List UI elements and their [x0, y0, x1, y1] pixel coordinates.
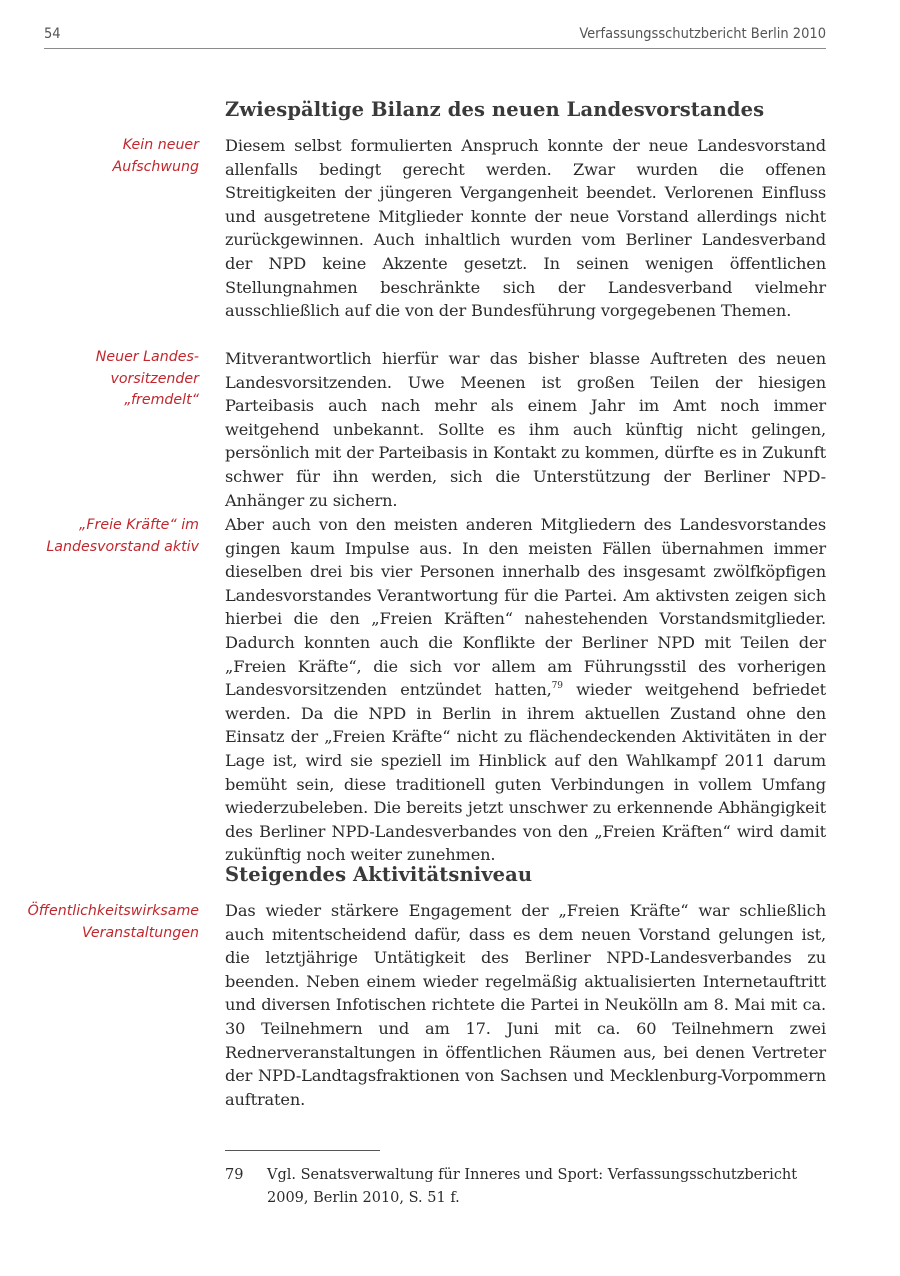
- margin-note-line: Kein neuer: [122, 137, 199, 153]
- paragraph-anspruch: Diesem selbst formulierten Anspruch konnte der neue Landesvorstand allenfalls bedingt gerecht werden. Zwar wurden die offenen Streitigkeiten der jüngeren Vergangenheit beendet. Verlorenen Einfluss und ausgetretene Mitglieder konnte der neue Vorstand allerdings nicht zurückgewinnen. Auch inhaltlich wurden vom Berliner Landesverband der NPD keine Akzente gesetzt. In seinen wenigen öffentlichen Stellungnahmen beschränkte sich der Landesverband vielmehr ausschließlich auf die von der Bundesführung vorgegebenen Themen.: [225, 136, 826, 321]
- footnote-text: Vgl. Senatsverwaltung für Inneres und Sport: Verfassungsschutzbericht 2009, Berlin 2010, S. 51 f.: [267, 1167, 798, 1206]
- margin-note-line: „Freie Kräfte“ im: [79, 517, 199, 533]
- page-number: 54: [44, 26, 61, 42]
- footnote-reference[interactable]: 79: [551, 681, 563, 692]
- footnote-divider: [225, 1150, 380, 1151]
- footnote-number: 79: [225, 1167, 244, 1183]
- margin-note-line: Landesvorstand aktiv: [46, 538, 199, 555]
- paragraph-text: Aber auch von den meisten anderen Mitgliedern des Landesvorstandes gingen kaum Impulse aus. In den meisten Fällen übernahmen immer dieselben drei bis vier Personen innerhalb des insgesamt zwölfköpfigen Landesvorstandes Verantwortung für die Partei. Am aktivsten zeigen sich hierbei die den „Freien Kräften“ nahestehenden Vorstandsmitglieder. Dadurch konnten auch die Konflikte der Berliner NPD mit Teilen der „Freien Kräfte“, die sich vor allem am Führungsstil des vorherigen Landesvorsitzenden entzündet hatten,: [225, 515, 826, 700]
- margin-note-line: Veranstaltungen: [82, 924, 199, 941]
- margin-note-line: Neuer Landes-: [95, 349, 199, 365]
- margin-note-veranstaltungen: [20, 901, 199, 944]
- section-heading-bilanz: Zwiespältige Bilanz des neuen Landesvorstandes: [225, 98, 765, 121]
- margin-note-line: „fremdelt“: [124, 392, 199, 408]
- margin-note-line: Aufschwung: [112, 158, 199, 175]
- paragraph-mitverantwortlich: Mitverantwortlich hierfür war das bisher blasse Auftreten des neuen Landesvorsitzenden. Uwe Meenen ist großen Teilen der hiesigen Parteibasis auch nach mehr als einem Jahr im Amt noch immer weitgehend unbekannt. Sollte es ihm auch künftig nicht gelingen, persönlich mit der Parteibasis in Kontakt zu kommen, dürfte es in Zukunft schwer für ihn werden, sich die Unterstützung der Berliner NPD-Anhänger zu sichern.: [225, 349, 826, 510]
- paragraph-text: wieder weitgehend befriedet werden. Da die NPD in Berlin in ihrem aktuellen Zustand ohne den Einsatz der „Freien Kräfte“ nicht zu flächendeckenden Aktivitäten in der Lage ist, wird sie speziell im Hinblick auf den Wahlkampf 2011 darum bemüht sein, diese traditionell guten Verbindungen in vollem Umfang wiederzubeleben. Die bereits jetzt unschwer zu erkennende Abhängigkeit des Berliner NPD-Landesverbandes von den „Freien Kräften“ wird damit zukünftig noch weiter zunehmen.: [225, 680, 826, 865]
- margin-note-line: Öffentlichkeitswirksame: [27, 903, 199, 919]
- margin-note-line: vorsitzender: [110, 370, 199, 387]
- paragraph-engagement: Das wieder stärkere Engagement der „Freien Kräfte“ war schließlich auch mitentscheidend dafür, dass es dem neuen Vorstand gelungen ist, die letztjährige Untätigkeit des Berliner NPD-Landesverbandes zu beenden. Neben einem wieder regelmäßig aktualisierten Internetauftritt und diversen Infotischen richtete die Partei in Neukölln am 8. Mai mit ca. 30 Teilnehmern und am 17. Juni mit ca. 60 Teilnehmern zwei Rednerveranstaltungen in öffentlichen Räumen aus, bei denen Vertreter der NPD-Landtagsfraktionen von Sachsen und Mecklenburg-Vorpommern auftraten.: [225, 901, 826, 1109]
- margin-note-kein-neuer-aufschwung: [20, 135, 199, 178]
- footnote: [225, 1164, 826, 1209]
- paragraph-freie-kraefte: [225, 513, 826, 867]
- page-header: [44, 24, 826, 49]
- section-heading-aktivitaetsniveau: Steigendes Aktivitätsniveau: [225, 863, 533, 886]
- running-title: Verfassungsschutzbericht Berlin 2010: [579, 26, 826, 42]
- margin-note-neuer-landesvorsitzender: [20, 347, 199, 412]
- margin-note-freie-kraefte: [20, 515, 199, 558]
